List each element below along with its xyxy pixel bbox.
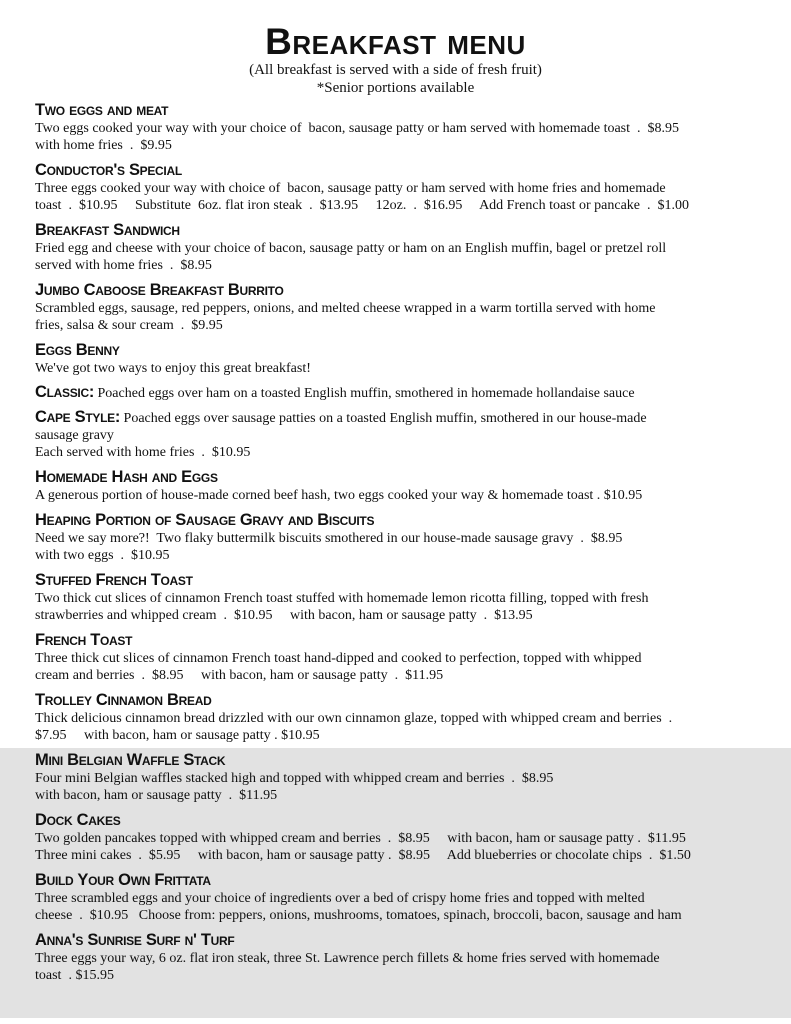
menu-title: Breakfast menu [265, 21, 526, 62]
item-description-line: Three thick cut slices of cinnamon French toast hand-dipped and cooked to perfection, topped with whipped [35, 651, 642, 666]
item-description-line: Three eggs cooked your way with choice of bacon, sausage patty or ham served with home fries and homemade [35, 181, 666, 196]
menu-item-french-toast [35, 631, 775, 684]
option-line [35, 409, 775, 427]
item-description-line: served with home fries . $8.95 [35, 258, 212, 273]
menu-item-homemade-hash-and-eggs [35, 468, 775, 504]
option-line [35, 384, 775, 402]
menu-item-heaping-portion-of-sausage-gravy-and-biscuits [35, 511, 775, 564]
item-name: Homemade Hash and Eggs [35, 468, 218, 486]
item-description-line: $7.95 with bacon, ham or sausage patty . $10.95 [35, 728, 320, 743]
item-description-line: Scrambled eggs, sausage, red peppers, onions, and melted cheese wrapped in a warm tortilla served with home [35, 301, 656, 316]
item-name: Dock Cakes [35, 811, 121, 829]
item-description-line: Two thick cut slices of cinnamon French toast stuffed with homemade lemon ricotta filling, topped with fresh [35, 591, 649, 606]
item-description-line: We've got two ways to enjoy this great breakfast! [35, 361, 311, 376]
item-name: Two eggs and meat [35, 101, 169, 119]
item-name: French Toast [35, 631, 133, 649]
option-description: Poached eggs over sausage patties on a toasted English muffin, smothered in our house-made [120, 411, 647, 426]
item-description-line: with home fries . $9.95 [35, 138, 172, 153]
item-name: Stuffed French Toast [35, 571, 193, 589]
item-description-line: Thick delicious cinnamon bread drizzled with our own cinnamon glaze, topped with whipped cream and berries . [35, 711, 673, 726]
item-description-line: cheese . $10.95 Choose from: peppers, onions, mushrooms, tomatoes, spinach, broccoli, bacon, sausage and ham [35, 908, 682, 923]
option-label: Classic: [35, 383, 95, 401]
option-label: Cape Style: [35, 408, 121, 426]
item-description-line: cream and berries . $8.95 with bacon, ham or sausage patty . $11.95 [35, 668, 444, 683]
item-description-line: with two eggs . $10.95 [35, 548, 170, 563]
item-description-line: Fried egg and cheese with your choice of bacon, sausage patty or ham on an English muffin, bagel or pretzel roll [35, 241, 667, 256]
item-description-line: Need we say more?! Two flaky buttermilk biscuits smothered in our house-made sausage gravy . $8.95 [35, 531, 623, 546]
option-description-line: sausage gravy [35, 428, 114, 443]
item-name: Breakfast Sandwich [35, 221, 180, 239]
item-description-line: Two golden pancakes topped with whipped cream and berries . $8.95 with bacon, ham or sausage patty . $11.95 [35, 831, 686, 846]
item-description-line: Three eggs your way, 6 oz. flat iron steak, three St. Lawrence perch fillets & home fries served with homemade [35, 951, 660, 966]
menu-item-anna-s-sunrise-surf-n-turf [35, 931, 775, 984]
menu-item-conductor-s-special [35, 161, 775, 214]
item-description-line: toast . $10.95 Substitute 6oz. flat iron steak . $13.95 12oz. . $16.95 Add French toast or pancake . $1.00 [35, 198, 690, 213]
menu-item-breakfast-sandwich [35, 221, 775, 274]
option-description-line: Each served with home fries . $10.95 [35, 445, 251, 460]
item-description-line: Three scrambled eggs and your choice of ingredients over a bed of crispy home fries and topped with melted [35, 891, 645, 906]
subtitle-senior: *Senior portions available [316, 80, 475, 96]
menu-item-two-eggs-and-meat [35, 101, 775, 154]
item-name: Mini Belgian Waffle Stack [35, 751, 226, 769]
menu-item-eggs-benny [35, 341, 775, 377]
item-name: Conductor's Special [35, 161, 182, 179]
item-description-line: Three mini cakes . $5.95 with bacon, ham or sausage patty . $8.95 Add blueberries or chocolate chips . $1.50 [35, 848, 691, 863]
item-description-line: fries, salsa & sour cream . $9.95 [35, 318, 223, 333]
item-description-line: Two eggs cooked your way with your choice of bacon, sausage patty or ham served with homemade toast . $8.95 [35, 121, 680, 136]
item-name: Trolley Cinnamon Bread [35, 691, 212, 709]
option-description: Poached eggs over ham on a toasted English muffin, smothered in homemade hollandaise sauce [94, 386, 635, 401]
item-description-line: with bacon, ham or sausage patty . $11.95 [35, 788, 278, 803]
menu-item-trolley-cinnamon-bread [35, 691, 775, 744]
item-description-line: toast . $15.95 [35, 968, 114, 983]
item-description-line: A generous portion of house-made corned beef hash, two eggs cooked your way & homemade toast . $10.95 [35, 488, 643, 503]
benny-option-cape-style [35, 409, 775, 461]
subtitle-fruit: (All breakfast is served with a side of fresh fruit) [249, 62, 542, 78]
item-name: Anna's Sunrise Surf n' Turf [35, 931, 235, 949]
item-description-line: Four mini Belgian waffles stacked high and topped with whipped cream and berries . $8.95 [35, 771, 554, 786]
menu-item-jumbo-caboose-breakfast-burrito [35, 281, 775, 334]
menu-item-mini-belgian-waffle-stack [35, 751, 775, 804]
menu-item-stuffed-french-toast [35, 571, 775, 624]
benny-option-classic [35, 384, 775, 402]
item-name: Eggs Benny [35, 341, 120, 359]
item-description-line: strawberries and whipped cream . $10.95 with bacon, ham or sausage patty . $13.95 [35, 608, 533, 623]
item-name: Heaping Portion of Sausage Gravy and Biscuits [35, 511, 375, 529]
item-name: Build Your Own Frittata [35, 871, 211, 889]
menu-item-build-your-own-frittata [35, 871, 775, 924]
item-name: Jumbo Caboose Breakfast Burrito [35, 281, 284, 299]
menu-item-dock-cakes [35, 811, 775, 864]
menu-items [35, 101, 775, 991]
